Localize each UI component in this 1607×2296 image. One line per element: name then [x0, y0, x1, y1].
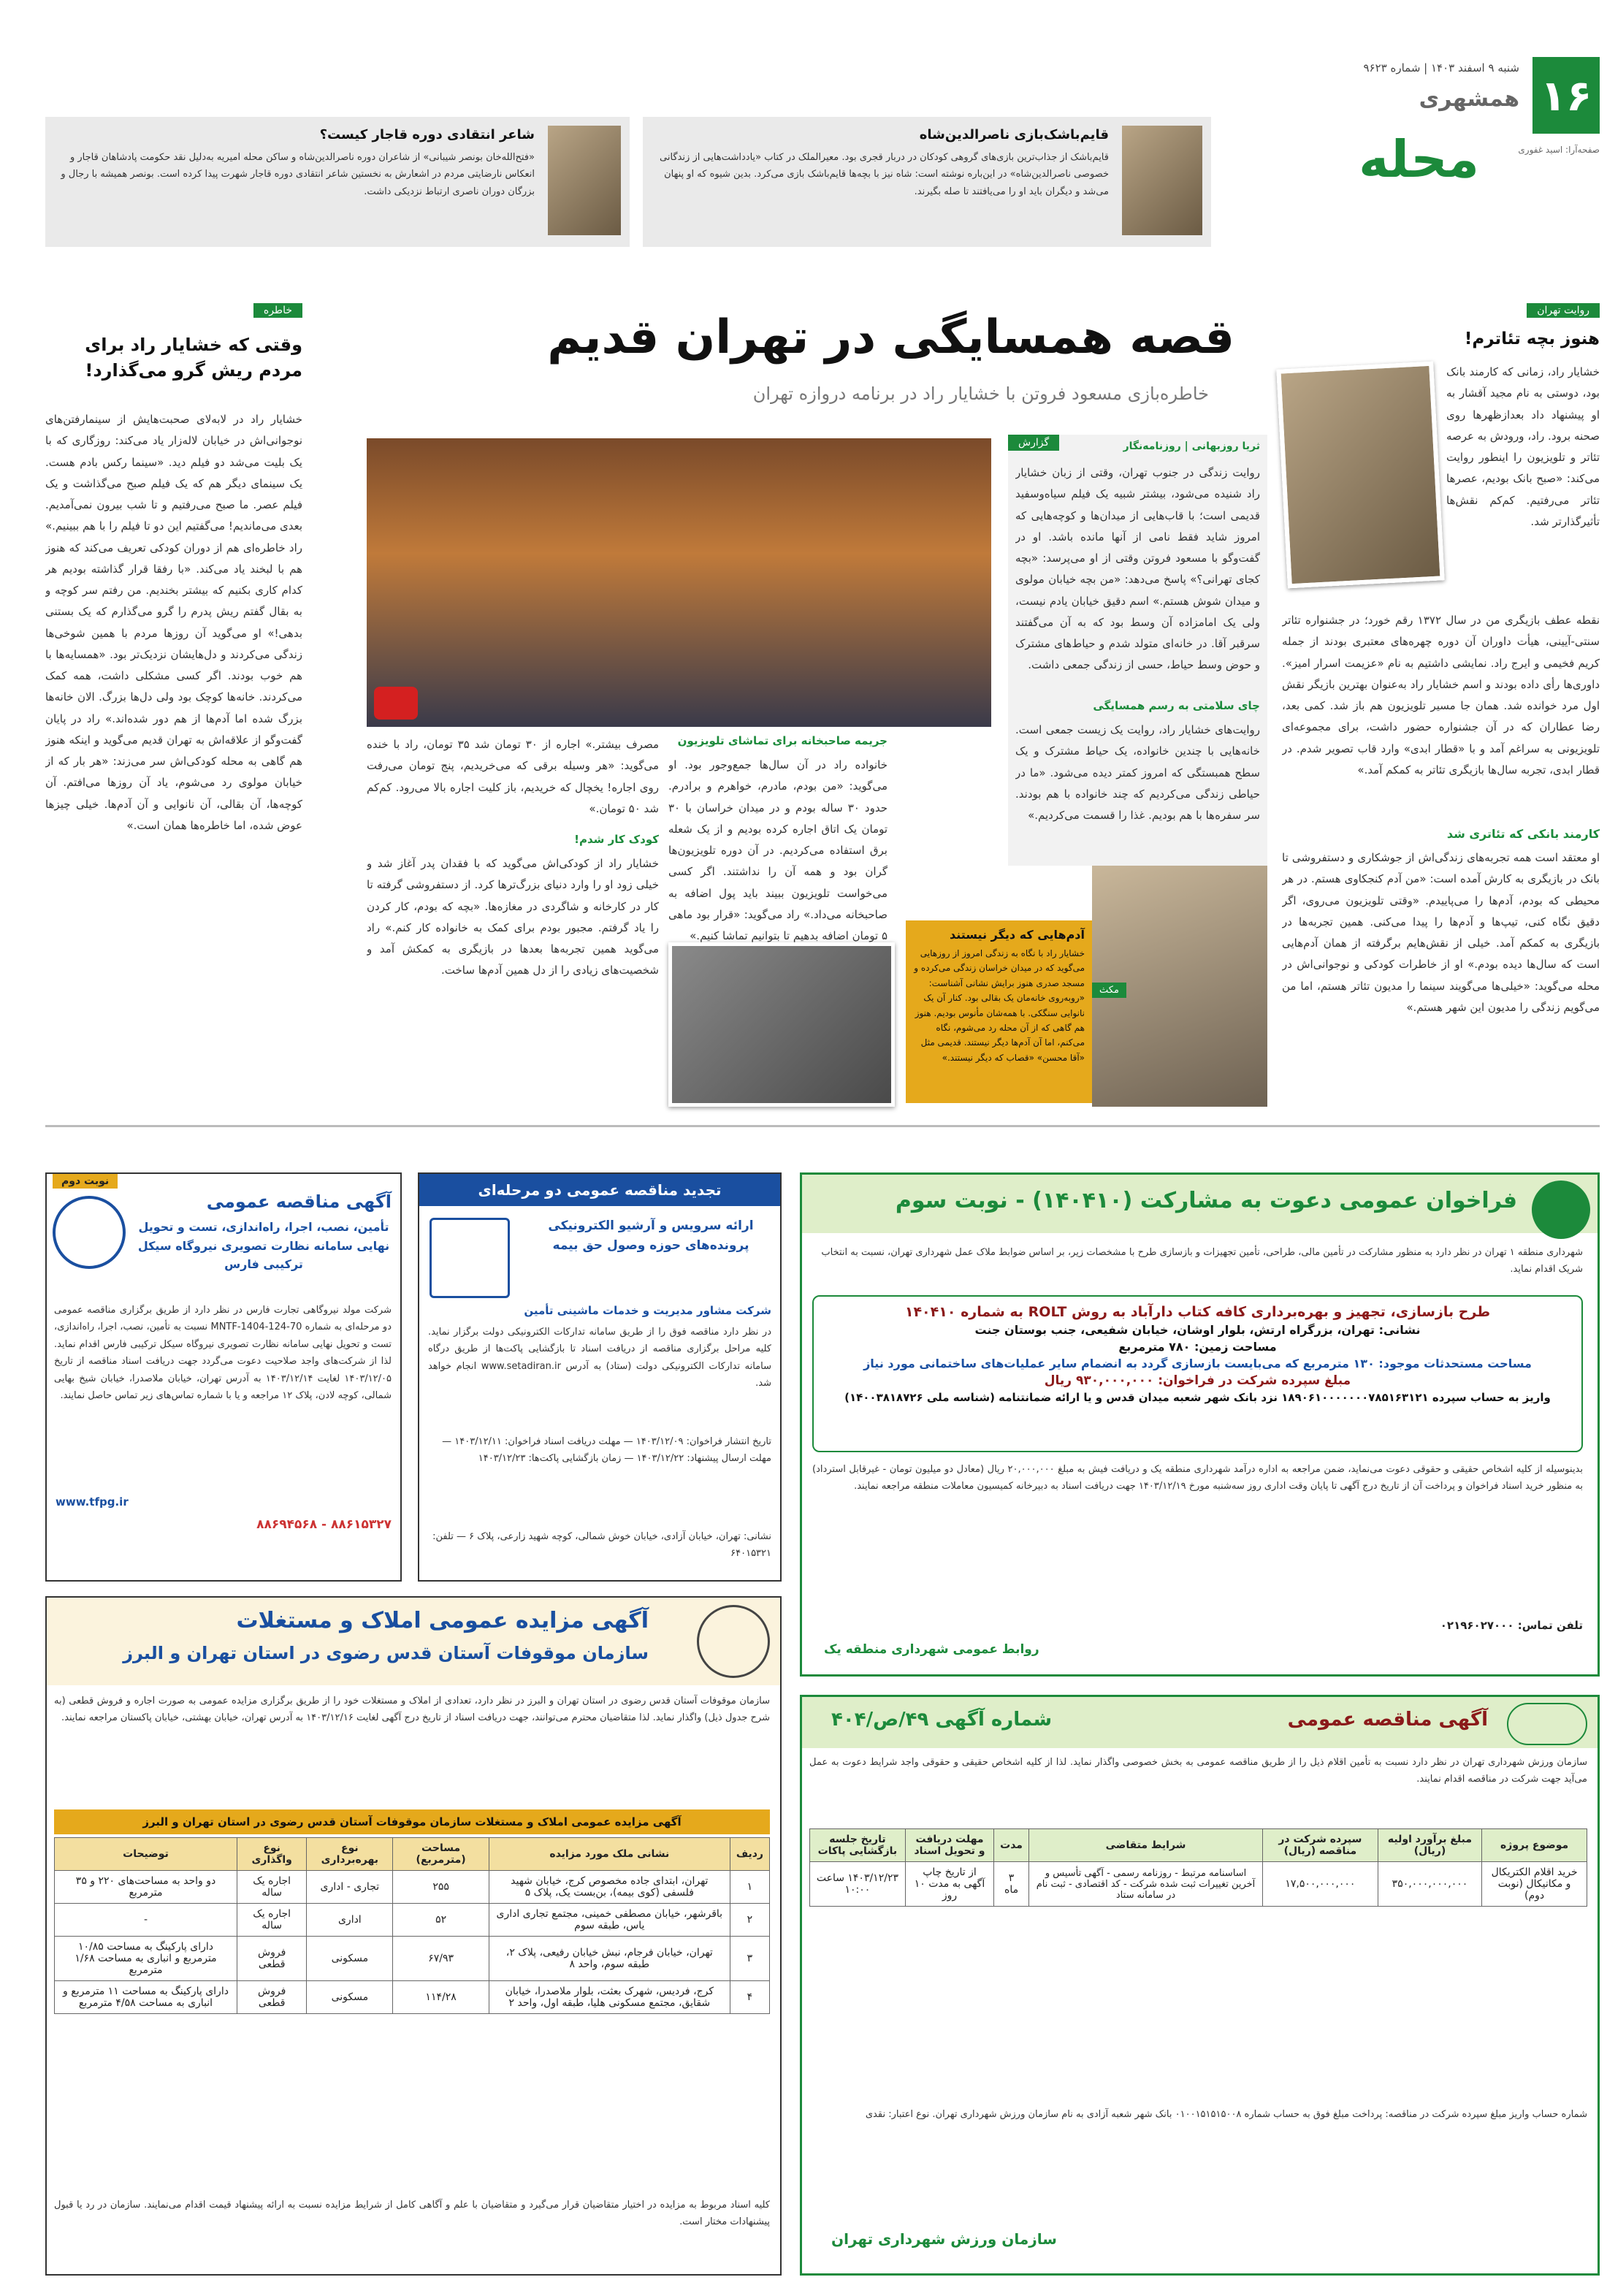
top-item-title: قایم‌باشک‌بازی ناصرالدین‌شاه: [919, 127, 1109, 142]
top-item-2: [45, 117, 630, 247]
ad-phones: ۸۸۶۱۵۳۲۷ - ۸۸۶۹۴۵۶۸: [256, 1517, 392, 1532]
table-header: سپرده شرکت در مناقصه (ریال): [1263, 1829, 1378, 1862]
section-divider: [45, 1125, 1600, 1127]
ad-body: بدینوسیله از کلیه اشخاص حقیقی و حقوقی دعوت می‌نماید، ضمن مراجعه به اداره درآمد شهرداری منطقه یک و دریافت فیش به مبلغ ۲۰,۰۰۰,۰۰۰ ریال (معادل دو میلیون تومان - غیرقابل استرداد) به منظور خرید اسناد فراخوان و پرداخت آن از تاریخ درج آگهی تا پایان وقت اداری روز سه‌شنبه مورخ ۱۴۰۳/۱۲/۱۹ جهت دریافت اسناد به دبیرخانه کمیسیون معاملات منطقه مراجعه نمایند.: [812, 1464, 1583, 1492]
table-cell: اساسنامه مرتبط - روزنامه رسمی - آگهی تأسیس و آخرین تغییرات ثبت شده شرکت - کد اقتصادی - ثبت نام در سامانه ستاد: [1029, 1862, 1263, 1907]
table-row: [55, 1904, 770, 1937]
caption-text: خشایار راد با نگاه به زندگی امروز از روزهایی می‌گوید که در میدان خراسان زندگی می‌کرده و مسجد صدری هنوز برایش نشانی آشناست: «روبه‌روی خانه‌مان یک بقالی بود. کنار آن یک نانوایی سنگکی. با همه‌شان مأنوس بودیم. هنوز هم گاهی که از آن محله رد می‌شوم، نگاه می‌کنم، اما آن آدم‌ها دیگر نیستند. قدیمی مثل «آقا محسن» «قصاب که دیگر نیستند.»: [914, 948, 1085, 1063]
table-header: نوع بهره‌برداری: [307, 1838, 393, 1871]
table-cell: باقرشهر، خیابان مصطفی خمینی، مجتمع تجاری اداری یاس، طبقه سوم: [489, 1904, 730, 1937]
project-address: نشانی: تهران، بزرگراه ارتش، بلوار اوشان، خیابان شفیعی، جنب بوستان جنت: [974, 1323, 1421, 1337]
main-subtitle: خاطره‌بازی مسعود فروتن با خشایار راد در برنامه دروازه تهران: [752, 384, 1209, 404]
table-cell: ۲: [730, 1904, 769, 1937]
bonasr-sheybani-photo: [548, 126, 621, 235]
story-text: مصرف بیشتر.» اجاره از ۳۰ تومان شد ۳۵ تومان، راد با خنده می‌گوید: «هر وسیله برقی که می‌خریدیم، پنج تومان می‌رفت روی اجاره! یخچال که خریدیم، باز کلیت اجاره بالا می‌رود. کم‌کم شد ۵۰ تومان.»: [367, 738, 659, 815]
sport-org-logo-icon: [1507, 1703, 1587, 1745]
table-cell: ۱۱۴/۲۸: [393, 1981, 489, 2014]
ad-title: تجدید مناقصه عمومی دو مرحله‌ای: [419, 1174, 780, 1206]
main-story: [321, 296, 1267, 1118]
project-box: [812, 1295, 1583, 1452]
deposit-account: واریز به حساب سپرده ۱۸۹۰۶۱۰۰۰۰۰۰۰۷۸۵۱۶۳۱۲۱ نزد بانک شهر شعبه میدان قدس و یا ارائه ضمانتنامه (شناسه ملی ۱۴۰۰۳۸۱۸۷۲۶): [844, 1391, 1551, 1404]
ad-body: شرکت مولد نیروگاهی تجارت فارس در نظر دارد از طریق برگزاری مناقصه عمومی دو مرحله‌ای به شماره MNTF-1404-124-70 نسبت به تأمین، نصب، اجرا، راه‌اندازی، تست و تحویل نهایی سامانه نظارت تصویری نیروگاه سیکل ترکیبی فارس اقدام نماید. لذا از شرکت‌های واجد صلاحیت دعوت می‌گردد جهت دریافت اسناد مناقصه از تاریخ ۱۴۰۳/۱۲/۰۵ لغایت ۱۴۰۳/۱۲/۱۴ به آدرس تهران، خیابان ملاصدرا، خیابان شیخ بهایی شمالی، کوچه لادن، پلاک ۱۲ مراجعه و یا با شماره تماس‌های زیر تماس حاصل نمایند.: [54, 1305, 392, 1401]
tender-tamin-ad: [418, 1172, 782, 1582]
ad-footer: سازمان ورزش شهرداری تهران: [831, 2230, 1057, 2248]
story-subheading: چای سلامتی به رسم همسایگی: [1093, 699, 1260, 712]
column-subheading: کارمند بانکی که تئاتری شد: [1446, 827, 1600, 841]
ad-title: فراخوان عمومی دعوت به مشارکت (۱۴۰۴۱۰) - نوبت سوم: [895, 1188, 1517, 1213]
old-tehran-photo: [1276, 362, 1444, 589]
table-title: آگهی مزایده عمومی املاک و مستغلات سازمان موقوفات آستان قدس رضوی در استان تهران و البرز: [54, 1809, 770, 1834]
auction-table: [54, 1837, 770, 2014]
table-header: مهلت دریافت و تحویل اسناد: [905, 1829, 993, 1862]
top-item-text: قایم‌باشک از جذاب‌ترین بازی‌های گروهی کودکان در دربار قجری بود. معیرالملک در کتاب «یادداشت‌هایی از زندگانی خصوصی ناصرالدین‌شاه» در این‌باره نوشته است: شاه نیز با بچه‌ها قایم‌باشک بازی می‌کرد. بدین شیوه که او پنهان می‌شد و دیگران باید او را می‌یافتند تا صله بگیرند.: [660, 152, 1109, 197]
old-street-photo: [668, 942, 895, 1107]
column-label: خاطره: [253, 303, 302, 318]
ad-dates: تاریخ انتشار فراخوان: ۱۴۰۳/۱۲/۰۹ — مهلت دریافت اسناد فراخوان: ۱۴۰۳/۱۲/۱۱ — مهلت ارسال پیشنهاد: ۱۴۰۳/۱۲/۲۲ — زمان بازگشایی پاکت‌ها: ۱۴۰۳/۱۲/۲۳: [442, 1436, 771, 1465]
ad-address: نشانی: تهران، خیابان آزادی، خیابان خوش شمالی، کوچه شهید زارعی، پلاک ۶ — تلفن: ۶۴۰۱۵۳۲۱: [432, 1531, 771, 1560]
ad-intro: سازمان ورزش شهرداری تهران در نظر دارد نسبت به تأمین اقلام ذیل را از طریق مناقصه عمومی به بخش خصوصی واگذار نماید. لذا از کلیه اشخاص حقیقی و حقوقی واجد شرایط دعوت به عمل می‌آید جهت شرکت در مناقصه اقدام نمایند.: [809, 1757, 1587, 1785]
top-item-1: [643, 117, 1211, 247]
table-cell: -: [55, 1904, 237, 1937]
ad-website[interactable]: www.tfpg.ir: [56, 1495, 129, 1509]
table-header: شرایط متقاضی: [1029, 1829, 1263, 1862]
table-header: موضوع پروژه: [1482, 1829, 1587, 1862]
table-cell: ۱۴۰۳/۱۲/۲۳ ساعت ۱۰:۰۰: [810, 1862, 906, 1907]
report-tag: گزارش: [1008, 435, 1059, 451]
auction-razavi-ad: [45, 1596, 782, 2276]
table-cell: مسکونی: [307, 1981, 393, 2014]
top-item-title: شاعر انتقادی دوره قاجار کیست؟: [319, 127, 535, 142]
tv-channel-logo: [374, 687, 418, 720]
page-number: ۱۶: [1532, 57, 1600, 134]
table-cell: تهران، خیابان فرجام، نبش خیابان رفیعی، پلاک ۲، طبقه سوم، واحد ۸: [489, 1937, 730, 1981]
left-column: [45, 303, 302, 1114]
table-cell: ۴: [730, 1981, 769, 2014]
khashayar-rad-portrait: [1092, 866, 1267, 1107]
naser-al-din-shah-photo: [1122, 126, 1202, 235]
ad-title: آگهی مزایده عمومی املاک و مستغلات: [236, 1608, 649, 1633]
table-cell: خرید اقلام الکتریکال و مکانیکال (نوبت دوم): [1482, 1862, 1587, 1907]
table-cell: ۳۵۰,۰۰۰,۰۰۰,۰۰۰: [1378, 1862, 1481, 1907]
story-column-2: [668, 734, 888, 946]
table-cell: ۱۷,۵۰۰,۰۰۰,۰۰۰: [1263, 1862, 1378, 1907]
table-row: [55, 1937, 770, 1981]
table-cell: دارای پارکینگ به مساحت ۱۰/۸۵ مترمربع و انباری به مساحت ۱/۶۸ مترمربع: [55, 1937, 237, 1981]
page-header: [1249, 57, 1600, 189]
sport-tender-table: [809, 1828, 1587, 1907]
table-cell: مسکونی: [307, 1937, 393, 1981]
brand-logo: همشهری: [1419, 86, 1519, 112]
column-text: او معتقد است همه تجربه‌های زندگی‌اش از جوشکاری و دستفروشی تا بانک در بازیگری به کارش آمده است: «من آدم کنجکاوی هستم. در هر محیطی که بودم، آدم‌ها را می‌پاییدم. «وقتی تلویزیون می‌روی، اگر دقیق نگاه کنی، تیپ‌ها و آدم‌ها را پیدا می‌کنی. همین تجربه‌ها در بازیگری به کمکم آمد. خیلی از نقش‌هایم برگرفته از همان آدم‌هایی است که سال‌ها دیده بودم.» او از خاطرات کودکی و نوجوانی‌اش در محله می‌گوید: «خیلی‌ها می‌گویند سینما را مدیون تئاتر هستم، اما من می‌گویم زندگی را مدیون این شهر هستم.»: [1282, 851, 1600, 1014]
story-column-3: [367, 734, 659, 1129]
table-header: مبلغ برآورد اولیه (ریال): [1378, 1829, 1481, 1862]
column-title: هنوز بچه تئاترم!: [1464, 329, 1600, 348]
ad-footer: کلیه اسناد مربوط به مزایده در اختیار متقاضیان قرار می‌گیرد و متقاضیان با علم و آگاهی کامل از شرایط مزایده نسبت به ارائه پیشنهاد قیمت اقدام می‌نمایند. سازمان در رد یا قبول پیشنهادات مختار است.: [54, 2200, 770, 2228]
table-cell: دو واحد به مساحت‌های ۲۲۰ و ۳۵ مترمربع: [55, 1871, 237, 1904]
table-cell: دارای پارکینگ به مساحت ۱۱ مترمربع و انباری به مساحت ۴/۵۸ مترمربع: [55, 1981, 237, 2014]
byline: ثریا روزبهانی | روزنامه‌نگار: [1123, 440, 1260, 452]
column-text: نقطه عطف بازیگری من در سال ۱۳۷۲ رقم خورد؛ در جشنواره تئاتر سنتی-آیینی، هیأت داوران آن دوره چهره‌های معتبری بودند از جمله کریم فخیمی و ایرج راد. نمایشی داشتیم به نام «عزیمت اسرار امیز». داوری‌ها رأی داده بودند و اسم خشایار راد به‌عنوان بهترین بازیگر نقش اول مرد خوانده شد. همان جا مسیر تلویزیون هم باز شد. کمی بعد، رضا عطاران که در آن جشنواره حضور داشت، برای مجموعه‌ای تلویزیونی به سراغم آمد و با «قطار ابدی» وارد قاب تصویر شدم. در قطار ابدی، تجربه سال‌ها بازیگری تئاتر به کمکم آمد.»: [1282, 614, 1600, 777]
building-area: مساحت مستحدثات موجود: ۱۳۰ مترمربع که می‌بایست بازسازی گردد به انضمام سایر عملیات‌های ساختمانی مورد نیاز: [863, 1357, 1532, 1370]
land-area: مساحت زمین: ۷۸۰ مترمربع: [1118, 1340, 1277, 1354]
tv-studio-photo: [367, 438, 991, 727]
ad-phone: تلفن تماس: ۰۲۱۹۶۰۲۷۰۰۰: [1440, 1619, 1583, 1632]
ad-title: آگهی مناقصه عمومی: [1287, 1709, 1488, 1731]
deposit-amount: مبلغ سپرده شرکت در فراخوان: ۹۳۰,۰۰۰,۰۰۰ ریال: [1044, 1373, 1351, 1388]
table-cell: ۲۵۵: [393, 1871, 489, 1904]
ad-subtitle: سازمان موقوفات آستان قدس رضوی در استان تهران و البرز: [123, 1643, 649, 1663]
table-cell: ۱: [730, 1871, 769, 1904]
ad-body: در نظر دارد مناقصه فوق را از طریق سامانه تدارکات الکترونیکی دولت برگزار نماید. کلیه مراحل برگزاری مناقصه از دریافت اسناد تا بازگشایی پاکت‌ها از طریق درگاه سامانه تدارکات الکترونیکی دولت (ستاد) به آدرس www.setadiran.ir انجام خواهد شد.: [428, 1327, 771, 1389]
top-item-text: «فتح‌الله‌خان بونصر شیبانی» از شاعران دوره ناصرالدین‌شاه و ساکن محله امیریه به‌دلیل نقد حکومت پادشاهان قاجار و انعکاس نارضایتی مردم در اشعارش به نخستین شاعر انتقادی دوره قاجار شهرت پیدا کرده است. بونصر همیشه با رجال و بزرگان دوران ناصری ارتباط نزدیکی داشت.: [61, 152, 535, 197]
ad-company: شرکت مشاور مدیریت و خدمات ماشینی تأمین: [524, 1304, 771, 1317]
table-header: تاریخ جلسه بازگشایی پاکات: [810, 1829, 906, 1862]
main-title: قصه همسایگی در تهران قدیم: [547, 310, 1234, 365]
caption-title: آدم‌هایی که دیگر نیستند: [949, 928, 1085, 942]
story-text: خشایار راد از کودکی‌اش می‌گوید که با فقدان پدر آغاز شد و خیلی زود او را وارد دنیای بزرگ‌ترها کرد. از دستفروشی گرفته تا کار در کارخانه و شاگردی در مغازه‌ها. «بچه که بودم، کار کردن را یاد گرفتم. مجبور بودم برای کمک به خانواده کار کنم.» راد می‌گوید همین تجربه‌ها بعدها در بازیگری به کمکش آمد و شخصیت‌های زیادی را از دل همین آدم‌ها ساخت.: [367, 857, 659, 977]
issue-date: شنبه ۹ اسفند ۱۴۰۳ | شماره ۹۶۲۳: [1363, 61, 1519, 75]
tender-sport-ad: [800, 1695, 1600, 2276]
tamin-logo-icon: [430, 1218, 510, 1298]
table-cell: از تاریخ چاپ آگهی به مدت ۱۰ روز: [905, 1862, 993, 1907]
story-subheading: کودک کار شدم!: [574, 833, 659, 846]
table-header: مساحت (مترمربع): [393, 1838, 489, 1871]
caption-box: [906, 920, 1092, 1103]
right-column: [1282, 303, 1600, 1114]
column-label: روایت تهران: [1527, 303, 1600, 318]
table-header: نوع واگذاری: [237, 1838, 307, 1871]
table-cell: اجاره یک ساله: [237, 1871, 307, 1904]
story-text: روایت‌های خشایار راد، روایت یک زیست جمعی است. خانه‌هایی با چندین خانواده، یک حیاط مشترک و یک سطح همبستگی که امروز کمتر دیده می‌شود. «ما در حیاطی زندگی می‌کردیم که چند خانواده با هم بودند. سر سفره‌ها با هم بودیم. غذا را قسمت می‌کردیم.»: [1015, 723, 1260, 822]
round-badge: نوبت دوم: [53, 1174, 118, 1189]
table-header: مدت: [994, 1829, 1029, 1862]
table-cell: تجاری - اداری: [307, 1871, 393, 1904]
table-row: [810, 1862, 1587, 1907]
table-row: [55, 1981, 770, 2014]
ad-title: آگهی مناقصه عمومی: [206, 1191, 392, 1212]
ad-subtitle: تأمین، نصب، اجرا، راه‌اندازی، تست و تحویل نهایی سامانه نظارت تصویری نیروگاه سیکل ترکیبی فارس: [137, 1220, 390, 1272]
story-text: خانواده راد در آن سال‌ها جمع‌وجور بود. او می‌گوید: «من بودم، مادرم، خواهرم و برادرم. حدود ۳۰ ساله بودم و در میدان خراسان با ۳۰ تومان یک اتاق اجاره کرده بودیم و از یک شعله برق استفاده می‌کردیم. در آن دوره تلویزیون‌ها گران بود و همه آن را نداشتند. اگر کسی می‌خواست تلویزیون ببیند باید پول اضافه به صاحبخانه می‌داد.» راد می‌گوید: «قرار بود ماهی ۵ تومان اضافه بدهیم تا بتوانیم تماشا کنیم.»: [668, 758, 888, 942]
table-cell: ۶۷/۹۳: [393, 1937, 489, 1981]
ad-intro: سازمان موقوفات آستان قدس رضوی در استان تهران و البرز در نظر دارد، تعدادی از املاک و مستغلات خود را از طریق برگزاری مزایده عمومی به صورت اجاره و فروش قطعی (به شرح جدول ذیل) واگذار نماید. لذا متقاضیان محترم می‌توانند، جهت دریافت اسناد از تاریخ درج آگهی لغایت ۱۴۰۳/۱۲/۱۶ به آدرس تهران، خیابان بهشتی، خیابان پاکستان مراجعه نمایند.: [54, 1696, 770, 1724]
table-cell: ۵۲: [393, 1904, 489, 1937]
tehran-municipality-logo-icon: [1532, 1181, 1590, 1239]
table-cell: ۳: [730, 1937, 769, 1981]
ad-number: شماره آگهی ۴۹/ص/۴۰۴: [831, 1709, 1053, 1731]
table-cell: تهران، ابتدای جاده مخصوص کرج، خیابان شهید فلسفی (کوی بیمه)، بن‌بست یک، پلاک ۵: [489, 1871, 730, 1904]
story-subheading: جریمه صاحبخانه برای تماشای تلویزیون: [677, 734, 888, 747]
table-cell: اداری: [307, 1904, 393, 1937]
column-text: خشایار راد در لابه‌لای صحبت‌هایش از سینمارفتن‌های نوجوانی‌اش در خیابان لاله‌زار یاد می‌کند: روزگاری که با یک بلیت می‌شد دو فیلم دید. «سینما رکس بادم هست. یک سینمای دیگر هم که یک فیلم صبح می‌گذاشت و یک فیلم عصر. ما صبح می‌رفتیم و تا شب بیرون نمی‌آمدیم. بعدی می‌ماندیم! می‌گفتیم این دو تا فیلم را با هم ببینیم.» راد خاطره‌ای هم از دوران کودکی تعریف می‌کند که هنوز هم با لبخند یاد می‌کند. «با رفقا قرار گذاشته بودیم هر کدام کاری بکنیم که بیشتر بخندیم. من رفتم سر کوچه و به بقال گفتم ریش پدرم را گرو می‌گذارم که یک بستنی بدهی!» او می‌گوید آن روزها مردم با همین شوخی‌ها زندگی می‌کردند و دل‌هایشان نزدیک‌تر بود. «همسایه‌ها با هم خوب بودند. اگر کسی مشکلی داشت، همه کمک می‌کردند. خانه‌ها کوچک بود ولی دل‌ها بزرگ. الان خانه‌ها بزرگ شده اما آدم‌ها از هم دور شده‌اند.» راد در پایان گفت‌وگو از علاقه‌اش به تهران قدیم می‌گوید و اینکه هنوز هم گاهی به محله کودکی‌اش سر می‌زند: «هر بار که از خیابان مولوی رد می‌شوم، یاد آن روزها می‌افتم. آن کوچه‌ها، آن بقالی، آن نانوایی و آن آدم‌ها. خیلی چیزها عوض شده، اما خاطره‌ها همان است.»: [45, 413, 302, 832]
astan-quds-logo-icon: [697, 1605, 770, 1678]
table-cell: کرج، فردیس، شهرک بعثت، بلوار ملاصدرا، خیابان شقایق، مجتمع مسکونی هلیا، طبقه اول، واحد ۲: [489, 1981, 730, 2014]
ad-body: شماره حساب واریز مبلغ سپرده شرکت در مناقصه: پرداخت مبلغ فوق به حساب شماره ۰۱۰۰۱۵۱۵۱۵۰۰۸ بانک شهر شعبه آزادی به نام سازمان ورزش شهرداری تهران. نوع اعتبار: نقدی: [865, 2109, 1587, 2120]
photo-tag: مکث: [1092, 983, 1126, 998]
ad-subtitle: ارائه سرویس و آرشیو الکترونیکی پرونده‌های حوزه وصول حق بیمه: [548, 1218, 754, 1254]
table-cell: فروش قطعی: [237, 1937, 307, 1981]
section-title: محله: [1359, 129, 1479, 189]
table-cell: اجاره یک ساله: [237, 1904, 307, 1937]
call-mantaqe1-ad: [800, 1172, 1600, 1677]
project-title: طرح بازسازی، تجهیز و بهره‌برداری کافه کتاب دارآباد به روش ROLT به شماره ۱۴۰۴۱۰: [904, 1304, 1491, 1320]
story-text: روایت زندگی در جنوب تهران، وقتی از زبان خشایار راد شنیده می‌شود، بیشتر شبیه یک فیلم سیاه‌وسفید قدیمی است؛ با قاب‌هایی از میدان‌ها و کوچه‌هایی که امروز شاید فقط نامی از آنها مانده باشد. او در گفت‌وگو با مسعود فروتن وقتی از او می‌پرسد: «بچه کجای تهرانی؟» پاسخ می‌دهد: «من بچه خیابان مولوی و میدان شوش هستم.» اسم دقیق خیابان یادم نیست، ولی یک امامزاده آن وسط بود که به آن می‌گفتند سرقبر آقا. در خانه‌ای متولد شدم و حیاط‌های مشترک و حوض وسط حیاط، حسی از زندگی جمعی داشت.: [1015, 466, 1260, 672]
tfpg-logo-icon: [53, 1196, 126, 1269]
table-header: نشانی ملک مورد مزایده: [489, 1838, 730, 1871]
report-column: [1008, 435, 1267, 866]
editor-credit: صفحه‌آرا: اسید غفوری: [1518, 145, 1600, 155]
column-title: وقتی که خشایار راد برای مردم ریش گرو می‌گذارد!: [85, 335, 302, 381]
table-header: ردیف: [730, 1838, 769, 1871]
ad-footer: روابط عمومی شهرداری منطقه یک: [824, 1642, 1039, 1657]
table-cell: ۳ ماه: [994, 1862, 1029, 1907]
tender-fars-ad: [45, 1172, 402, 1582]
table-cell: فروش قطعی: [237, 1981, 307, 2014]
column-text: خشایار راد، زمانی که کارمند بانک بود، دوستی به نام مجید آقشار به او پیشنهاد داد بعدازظهرها روی صحنه برود. راد، ورودش به عرصه تئاتر و تلویزیون را اینطور روایت می‌کند: «صبح بانک بودیم، عصرها تئاتر می‌رفتیم. کم‌کم نقش‌ها تأثیرگذارتر شد.: [1446, 365, 1600, 528]
ad-intro: شهرداری منطقه ۱ تهران در نظر دارد به منظور مشارکت در تأمین مالی، طراحی، تأمین تجهیزات و بازسازی طرح با مشخصات زیر، بر اساس ضوابط ملاک عمل شهرداری تهران، نسبت به انتخاب شریک اقدام نماید.: [821, 1247, 1583, 1275]
table-row: [55, 1871, 770, 1904]
table-header: توضیحات: [55, 1838, 237, 1871]
